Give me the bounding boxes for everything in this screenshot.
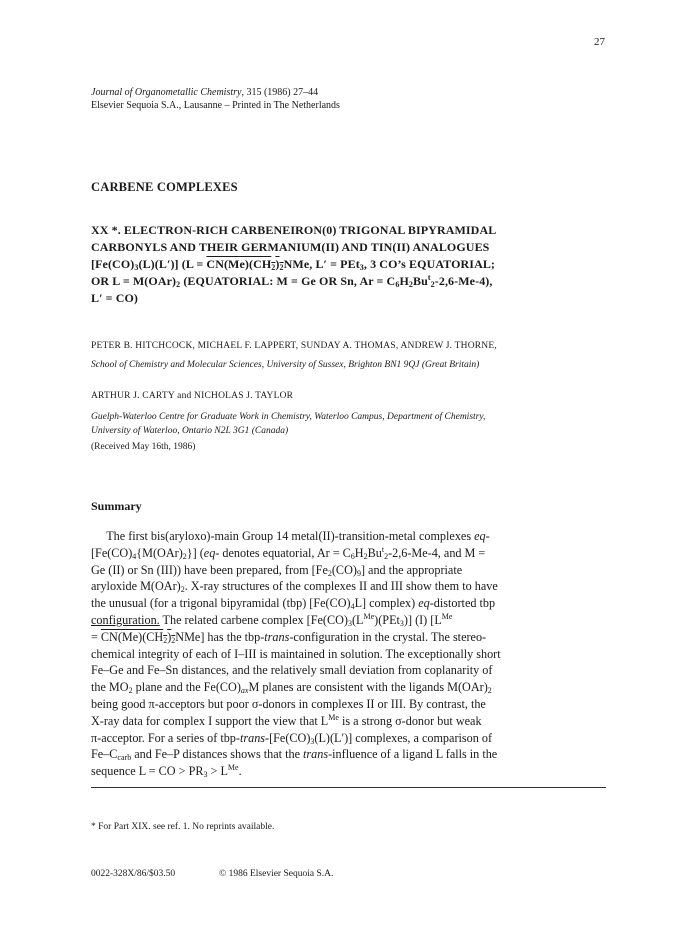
affiliation-2-line-1: Guelph-Waterloo Centre for Graduate Work in Chemistry, Waterloo Campus, Department of Chemistry, [91,412,486,422]
summary-line-6: configuration. The related carbene complex $[Fe(CO)_3(L^{Me})(PEt_3)]$ (I) [$L^{Me}$ [91,611,453,628]
issn-price: 0022-328X/86/$03.50 [91,869,176,879]
footnote-divider [91,787,606,788]
journal-citation: , 315 (1986) 27–44 [241,87,319,98]
summary-text [91,528,606,780]
footnote: * For Part XIX. see ref. 1. No reprints available. [91,822,275,832]
title-line-5: L′ = CO) [91,291,139,305]
journal-name: Journal of Organometallic Chemistry [91,87,242,98]
article-title [91,222,606,307]
title-line-2: CARBONYLS AND THEIR GERMANIUM(II) AND TIN(II) ANALOGUES [91,240,490,254]
affiliation-2 [91,410,606,438]
summary-heading: Summary [91,499,142,513]
summary-line-4: aryloxide $M(OAr)_2$. X-ray structures of the complexes II and III show them to have [91,579,498,595]
summary-line-3: Ge (II) or Sn (III)) have been prepared, from $[Fe_2(CO)_9]$ and the appropriate [91,562,463,578]
title-line-1: XX *. ELECTRON-RICH CARBENEIRON(0) TRIGONAL BIPYRAMIDAL [91,223,497,237]
journal-header [91,86,340,112]
title-line-4: OR $L = M(OAr)_2$ (EQUATORIAL: M = Ge OR Sn, $Ar = C_6H_2Bu^t_2-2,6-Me-4$), [91,273,493,289]
summary-line-15: sequence L = CO > $PR_3 > L^{Me}$. [91,763,242,780]
affiliation-1: School of Chemistry and Molecular Sciences, University of Sussex, Brighton BN1 9QJ (Great Britain) [91,360,480,370]
summary-line-11: being good π-acceptors but poor σ-donors in complexes II or III. By contrast, the [91,696,486,711]
series-title: CARBENE COMPLEXES [91,180,238,194]
summary-line-10: the $MO_2$ plane and the $Fe(CO)_{ax}M$ planes are consistent with the ligands $M(OAr)_2$ [91,680,492,696]
summary-line-9: Fe–Ge and Fe–Sn distances, and the relatively small deviation from coplanarity of [91,663,493,678]
summary-line-7: = $CN(Me)(CH_2)_2NMe$] has the tbp-trans-configuration in the crystal. The stereo- [91,629,487,645]
authors-group-2: ARTHUR J. CARTY and NICHOLAS J. TAYLOR [91,391,294,401]
title-line-3: $[Fe(CO)_3(L)(L')] (L = CN(Me)(CH_2)_2NMe$, L′ = PEt$_3$, 3 CO’s EQUATORIAL; [91,257,496,272]
summary-line-14: $Fe-C_{carb}$ and Fe–P distances shows that the trans-influence of a ligand L falls in the [91,747,498,763]
authors-group-1: PETER B. HITCHCOCK, MICHAEL F. LAPPERT, SUNDAY A. THOMAS, ANDREW J. THORNE, [91,341,497,351]
summary-line-2: $[Fe(CO)_4\{M(OAr)_2\}]$ (eq- denotes equatorial, $Ar = C_6H_2Bu^t_2-2,6-Me-4$, and M = [91,544,486,561]
page-number: 27 [594,36,605,48]
summary-line-13: π-acceptor. For a series of tbp-$trans-[Fe(CO)_3(L)(L')]$ complexes, a comparison of [91,730,493,746]
copyright: © 1986 Elsevier Sequoia S.A. [219,869,334,879]
affiliation-2-line-2: University of Waterloo, Ontario N2L 3G1 (Canada) [91,426,289,436]
publisher-line: Elsevier Sequoia S.A., Lausanne – Printed in The Netherlands [91,100,340,111]
summary-line-12: X-ray data for complex I support the view that $L^{Me}$ is a strong σ-donor but weak [91,712,482,728]
summary-line-8: chemical integrity of each of I–III is maintained in solution. The exceptionally short [91,646,501,661]
summary-line-1: The first bis(aryloxo)-main Group 14 metal(II)-transition-metal complexes eq- [91,529,490,543]
summary-line-5: the unusual (for a trigonal bipyramidal (tbp) $[Fe(CO)_4L]$ complex) eq-distorted tbp [91,596,496,612]
received-date: (Received May 16th, 1986) [91,442,196,452]
